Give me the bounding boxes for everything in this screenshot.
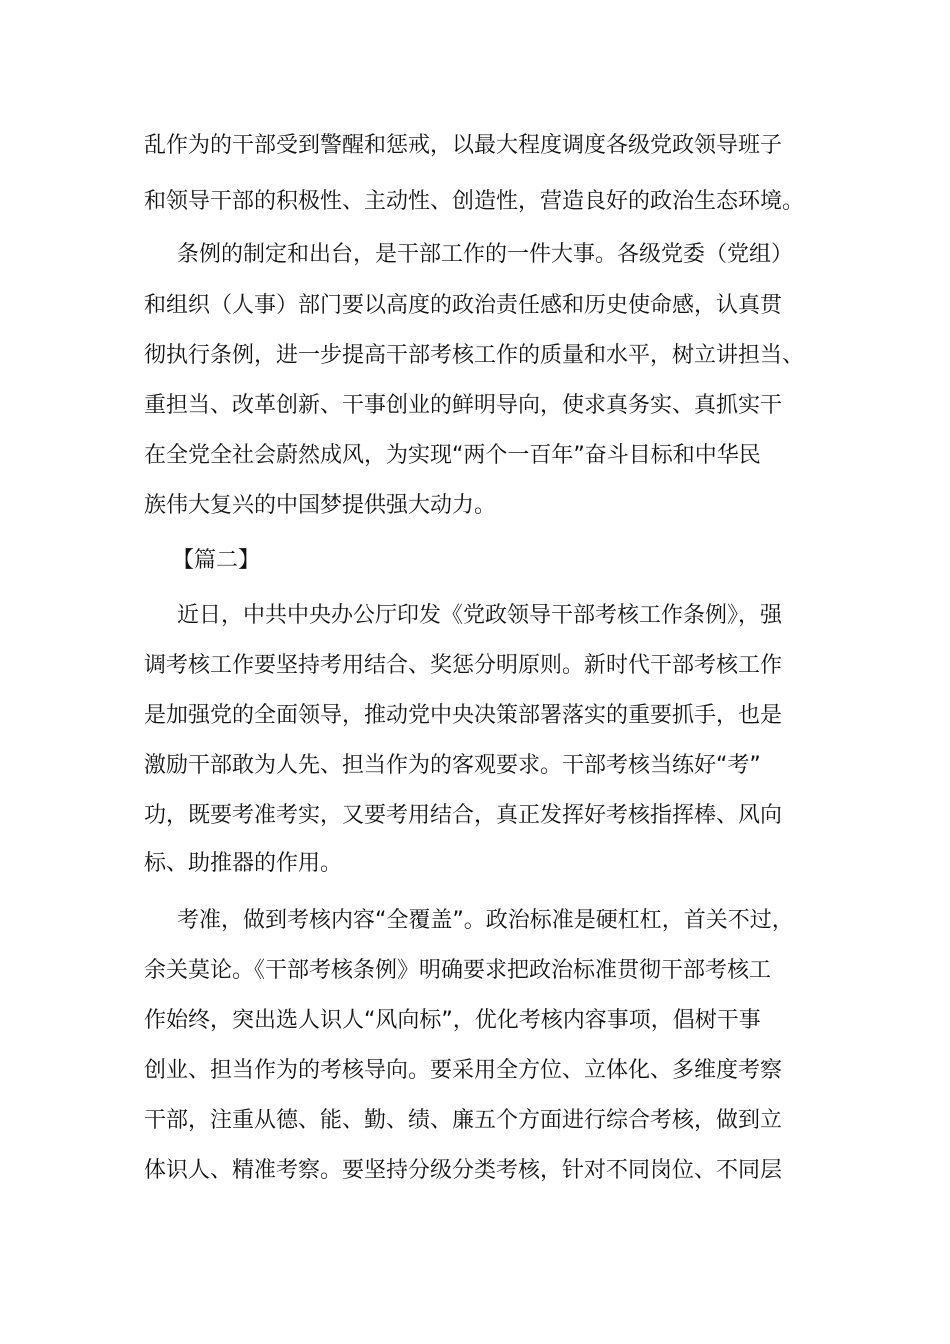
line-text: 标、助推器的作用。 bbox=[144, 851, 343, 876]
line-text: 在全党全社会蔚然成风，为实现“两个一百年”奋斗目标和中华民 bbox=[144, 443, 761, 468]
text-line bbox=[0, 640, 950, 692]
line-text: 重担当、改革创新、干事创业的鲜明导向，使求真务实、真抓实干 bbox=[144, 393, 783, 418]
text-line bbox=[0, 120, 950, 172]
text-line bbox=[0, 229, 950, 281]
text-line bbox=[0, 590, 950, 642]
text-line bbox=[0, 740, 950, 792]
text-line bbox=[0, 280, 950, 332]
text-line bbox=[0, 838, 950, 890]
line-text: 功，既要考准考实，又要考用结合，真正发挥好考核指挥棒、风向 bbox=[144, 803, 783, 828]
section-heading bbox=[0, 535, 950, 587]
line-text: 调考核工作要坚持考用结合、奖惩分明原则。新时代干部考核工作 bbox=[144, 653, 783, 678]
section-heading-text: 【篇二】 bbox=[172, 548, 261, 573]
line-text: 激励干部敢为人先、担当作为的客观要求。干部考核当练好“考” bbox=[144, 753, 761, 778]
text-line bbox=[0, 995, 950, 1047]
line-text: 族伟大复兴的中国梦提供强大动力。 bbox=[144, 493, 497, 518]
text-line bbox=[0, 176, 950, 228]
line-text: 作始终，突出选人识人“风向标”，优化考核内容事项，倡树干事 bbox=[144, 1008, 761, 1033]
text-line bbox=[0, 380, 950, 432]
text-line bbox=[0, 1045, 950, 1097]
line-text: 是加强党的全面领导，推动党中央决策部署落实的重要抓手，也是 bbox=[144, 703, 783, 728]
text-line bbox=[0, 430, 950, 482]
line-text: 和组织（人事）部门要以高度的政治责任感和历史使命感，认真贯 bbox=[144, 293, 783, 318]
text-line bbox=[0, 690, 950, 742]
line-text: 考准，做到考核内容“全覆盖”。政治标准是硬杠杠，首关不过， bbox=[177, 908, 794, 933]
line-text: 干部，注重从德、能、勤、绩、廉五个方面进行综合考核，做到立 bbox=[144, 1108, 783, 1133]
text-line bbox=[0, 945, 950, 997]
text-line bbox=[0, 1095, 950, 1147]
line-text: 创业、担当作为的考核导向。要采用全方位、立体化、多维度考察 bbox=[144, 1058, 783, 1083]
line-text: 乱作为的干部受到警醒和惩戒，以最大程度调度各级党政领导班子 bbox=[144, 133, 783, 158]
line-text: 体识人、精准考察。要坚持分级分类考核，针对不同岗位、不同层 bbox=[144, 1158, 783, 1183]
text-line bbox=[0, 790, 950, 842]
text-line bbox=[0, 480, 950, 532]
line-text: 余关莫论。《干部考核条例》明确要求把政治标准贯彻干部考核工 bbox=[144, 958, 772, 983]
line-text: 条例的制定和出台，是干部工作的一件大事。各级党委（党组） bbox=[177, 242, 794, 267]
line-text: 彻执行条例，进一步提高干部考核工作的质量和水平，树立讲担当、 bbox=[144, 343, 805, 368]
text-line bbox=[0, 895, 950, 947]
text-line bbox=[0, 330, 950, 382]
line-text: 和领导干部的积极性、主动性、创造性，营造良好的政治生态环境。 bbox=[144, 189, 805, 214]
text-line bbox=[0, 1145, 950, 1197]
line-text: 近日，中共中央办公厅印发《党政领导干部考核工作条例》，强 bbox=[177, 603, 783, 628]
